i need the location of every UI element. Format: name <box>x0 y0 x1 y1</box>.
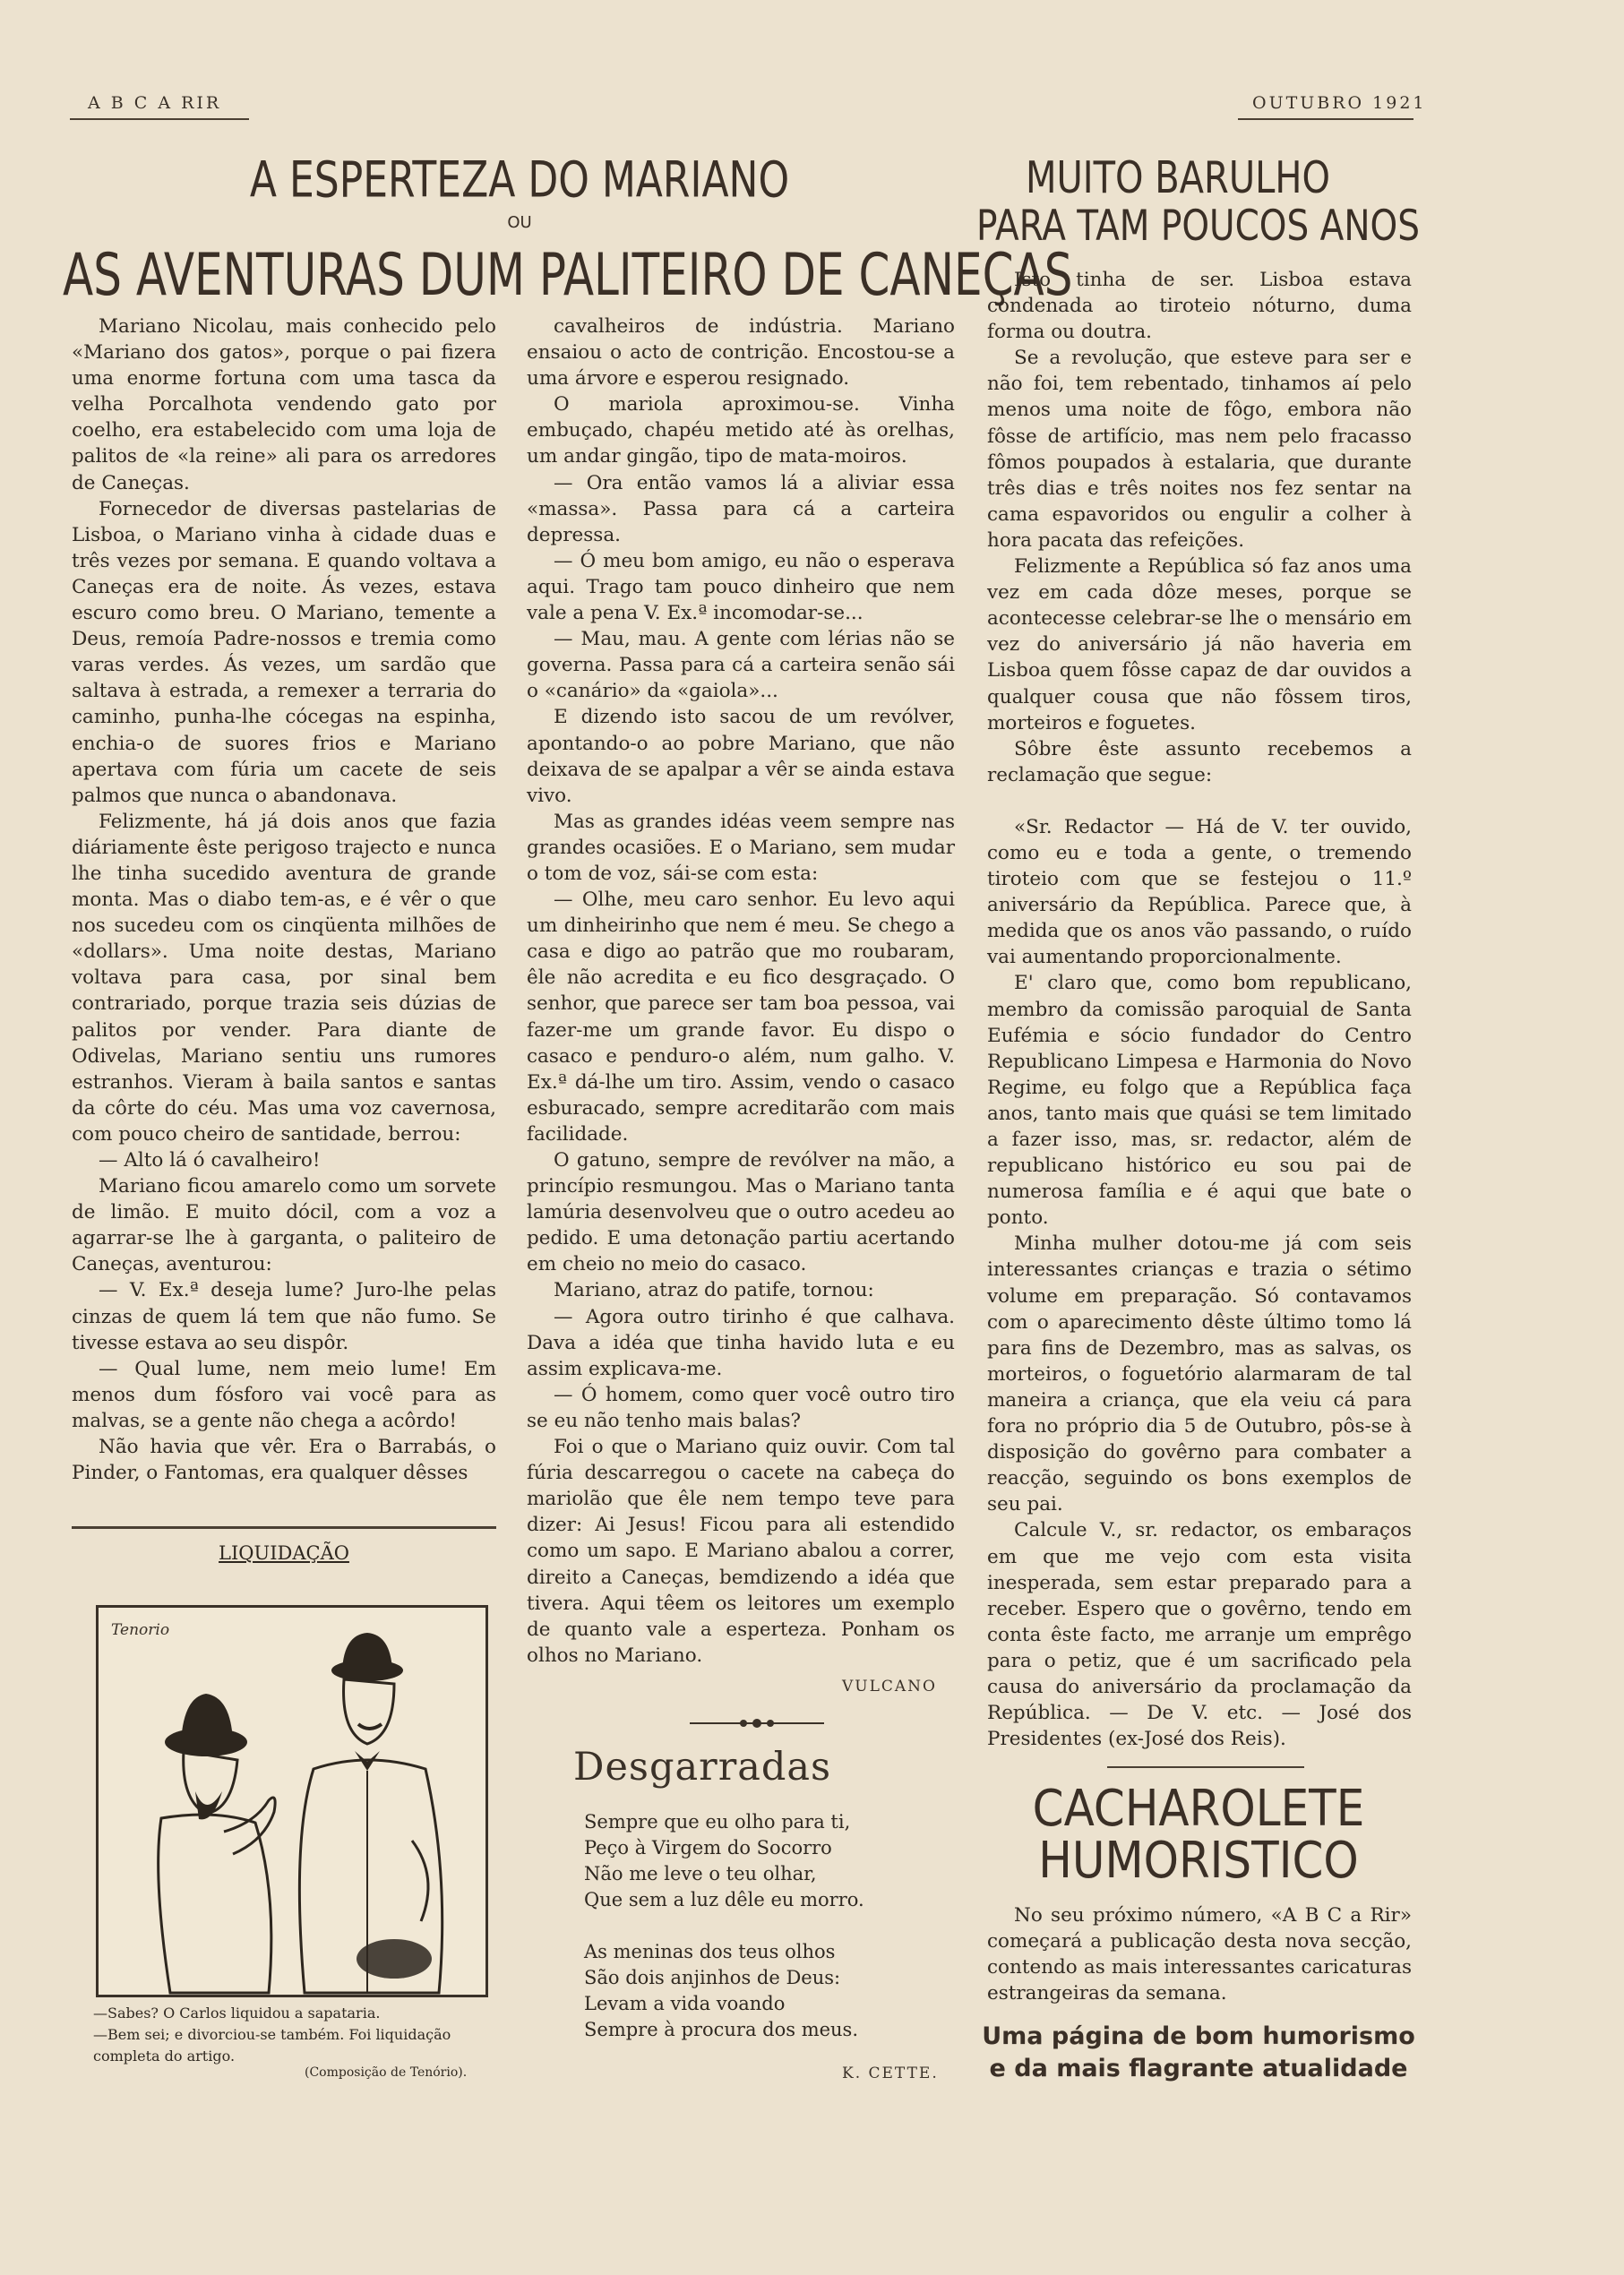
paragraph: — Ó homem, como quer você outro tiro se eu não tenho mais balas? <box>527 1383 955 1432</box>
poem-line: As meninas dos teus olhos <box>584 1941 836 1962</box>
paragraph: — Ó meu bom amigo, eu não o esperava aqui. Trago tam pouco dinheiro que nem vale a pena V. Ex.ª incomodar-se... <box>527 549 955 625</box>
poem-line: São dois anjinhos de Deus: <box>584 1967 841 1988</box>
poem-line: Sempre à procura dos meus. <box>584 2019 859 2040</box>
running-head-right: OUTUBRO 1921 <box>1252 93 1427 113</box>
poem-stanza-2 <box>584 1939 864 2043</box>
paragraph: O gatuno, sempre de revólver na mão, a princípio resmungou. Mas o Mariano tanta lamúria desenvolveu que o outro acedeu ao pedido. E uma detonação partiu acertando em cheio no meio do casaco. <box>527 1149 955 1276</box>
paragraph: Felizmente, há já dois anos que fazia diáriamente êste perigoso trajecto e nunca lhe tinha sucedido aventura de grande monta. Mas o diabo tem-as, e é vêr o que nos sucedeu com os cinqüenta milhões de «dollars». Uma noite destas, Mariano voltava para casa, por sinal bem contrariado, porque trazia seis dúzias de palitos por vender. Para diante de Odivelas, Mariano sentiu uns rumores estranhos. Vieram à baila santos e santas da côrte do céu. Mas uma voz cavernosa, com pouco cheiro de santidade, berrou: <box>72 810 496 1146</box>
poem-line: Levam a vida voando <box>584 1993 786 2014</box>
promo-line1: Uma página de bom humorismo <box>982 2022 1415 2050</box>
paragraph: — Mau, mau. A gente com lérias não se governa. Passa para cá a carteira senão sái o «canário» da «gaiola»... <box>527 628 955 703</box>
article1-title-or: OU <box>507 213 532 232</box>
paragraph: «Sr. Redactor — Há de V. ter ouvido, como eu e toda a gente, o tremendo tiroteio com que se festejou o 11.º aniversário da República. Parece que, à medida que os anos vão passando, o ruído vai aumentando proporcionalmente. <box>987 815 1412 969</box>
paragraph: Minha mulher dotou-me já com seis interessantes crianças e trazia o sétimo volume em preparação. Só contavamos com o aparecimento dêste último tomo lá para fins de Dezembro, mas as salvas, os morteiros, o foguetório alarmaram de tal maneira a criança, que ela veiu cá para fora no próprio dia 5 de Outubro, pôs-se à disposição do govêrno para combater a reacção, seguindo os bons exemplos de seu pai. <box>987 1232 1412 1516</box>
article2-title-line1: MUITO BARULHO <box>1026 152 1330 204</box>
desgarradas-signature: K. CETTE. <box>842 2065 939 2082</box>
paragraph: — V. Ex.ª deseja lume? Juro-lhe pelas cinzas de quem lá tem que não fumo. Se tivesse estava ao seu dispôr. <box>72 1279 496 1354</box>
running-head-left: A B C A RIR <box>88 93 222 113</box>
paragraph: E' claro que, como bom republicano, membro da comissão paroquial de Santa Eufémia e sócio fundador do Centro Republicano Limpesa e Harmonia do Novo Regime, eu folgo que a República faça anos, tanto mais que quási se tem limitado a fazer isso, mas, sr. redactor, além de republicano histórico eu sou pai de numerosa família e é aqui que bate o ponto. <box>987 972 1412 1230</box>
paragraph: Sôbre êste assunto recebemos a reclamação que segue: <box>987 737 1412 786</box>
header-rule-left <box>70 118 249 120</box>
section-rule <box>72 1526 496 1529</box>
paragraph: Mariano, atraz do patife, tornou: <box>554 1279 874 1302</box>
paragraph: Mas as grandes idéas veem sempre nas grandes ocasiões. E o Mariano, sem mudar o tom de voz, sái-se com esta: <box>527 810 955 885</box>
paragraph: O mariola aproximou-se. Vinha embuçado, chapéu metido até às orelhas, um andar gingão, tipo de mata-moiros. <box>527 393 955 468</box>
paragraph: — Qual lume, nem meio lume! Em menos dum fósforo vai você para as malvas, se a gente não chega a acôrdo! <box>72 1357 496 1432</box>
cartoon-caption-line2: —Bem sei; e divorciou-se também. Foi liquidação completa do artigo. <box>93 2026 451 2065</box>
paragraph: — Olhe, meu caro senhor. Eu levo aqui um dinheirinho que nem é meu. Se chego a casa e digo ao patrão que mo roubaram, êle não acredita e eu fico desgraçado. O senhor, que parece ser tam boa pessoa, vai fazer-me um grande favor. Eu dispo o casaco e penduro-o além, num galho. V. Ex.ª dá-lhe um tiro. Assim, vendo o casaco esburacado, sempre acreditarão com mais facilidade. <box>527 889 955 1146</box>
cacharolete-rule <box>1107 1766 1304 1768</box>
cartoon-image <box>96 1605 488 1997</box>
cacharolete-body: No seu próximo número, «A B C a Rir» começará a publicação desta nova secção, contendo as mais interessantes caricaturas estrangeiras da semana. <box>987 1904 1412 2005</box>
promo-line2: e da mais flagrante atualidade <box>989 2055 1408 2082</box>
paragraph: — Agora outro tirinho é que calhava. Dava a idéa que tinha havido luta e eu assim explicava-me. <box>527 1305 955 1380</box>
paragraph: Isto tinha de ser. Lisboa estava condenada ao tiroteio nóturno, duma forma ou doutra. <box>987 269 1412 344</box>
desgarradas-title: Desgarradas <box>573 1745 832 1790</box>
paragraph: — Alto lá ó cavalheiro! <box>99 1149 321 1172</box>
article2-title-line2: PARA TAM POUCOS ANOS <box>976 202 1420 251</box>
cartoon-credit: (Composição de Tenório). <box>305 2065 468 2080</box>
paragraph: — Ora então vamos lá a aliviar essa «massa». Passa para cá a carteira depressa. <box>527 471 955 546</box>
cacharolete-body-wrap <box>987 1902 1412 2006</box>
poem-line: Não me leve o teu olhar, <box>584 1863 817 1884</box>
header-rule-right <box>1238 118 1413 120</box>
cacharolete-title-line1: CACHAROLETE <box>1032 1779 1365 1838</box>
paragraph: Não havia que vêr. Era o Barrabás, o Pinder, o Fantomas, era qualquer dêsses <box>72 1436 496 1485</box>
paragraph: Felizmente a República só faz anos uma vez em cada dôze meses, porque se acontecesse celebrar-se lhe o mensário em vez do aniversário já não haveria em Lisboa quem fôsse capaz de dar ouvidos a qualquer cousa que não fôssem tiros, morteiros e foguetes. <box>987 555 1412 734</box>
article2-column <box>987 267 1412 1752</box>
cartoon-caption <box>93 2003 496 2067</box>
article1-signature: VULCANO <box>842 1678 937 1696</box>
article1-column2 <box>527 313 955 1669</box>
paragraph: Fornecedor de diversas pastelarias de Lisboa, o Mariano vinha à cidade duas e três vezes por semana. E quando voltava a Caneças era de noite. Ás vezes, estava escuro como breu. O Mariano, temente a Deus, remoía Padre-nossos e tremia como varas verdes. Ás vezes, um sardão que saltava à estrada, a remexer a terraria do caminho, punha-lhe cócegas na espinha, enchia-o de suores frios e Mariano apertava com fúria um cacete de seis palmos que nunca o abandonava. <box>72 497 496 807</box>
paragraph: Foi o que o Mariano quiz ouvir. Com tal fúria descarregou o cacete na cabeça do mariolão que êle nem tempo teve para dizer: Ai Jesus! Ficou para ali estendido como um sapo. E Mariano abalou a correr, direito a Caneças, bemdizendo a idéa que tivera. Aqui têem os leitores um exemplo de quanto vale a esperteza. Ponham os olhos no Mariano. <box>527 1436 955 1667</box>
cacharolete-promo <box>976 2021 1421 2085</box>
paragraph: Mariano Nicolau, mais conhecido pelo «Mariano dos gatos», porque o pai fizera uma enorme fortuna com uma tasca da velha Porcalhota vendendo gato por coelho, era estabelecido com uma loja de palitos de «la reine» ali para os arredores de Caneças. <box>72 315 496 494</box>
cartoon-drawing <box>99 1608 485 1995</box>
cartoon-artist-signature: Tenorio <box>111 1621 170 1639</box>
ornament-divider <box>690 1716 824 1730</box>
paragraph: Se a revolução, que esteve para ser e não foi, tem rebentado, tinhamos aí pelo menos uma noite de fôgo, embora não fôsse de artifício, mas nem pelo fracasso fômos poupados à estalaria, que durante três dias e três noites nos fez sentar na cama espavoridos ou engulir a colher à hora pacata das refeições. <box>987 347 1412 552</box>
paragraph: Calcule V., sr. redactor, os embaraços em que me vejo com esta visita inesperada, sem estar preparado para a receber. Espero que o govêrno, tendo em conta êste facto, me arranje um emprêgo para o petiz, que é um sacrificado pela causa do aniversário da proclamação da República. — De V. etc. — José dos Presidentes (ex-José dos Reis). <box>987 1519 1412 1751</box>
article1-title-line1: A ESPERTEZA DO MARIANO <box>249 151 790 210</box>
poem-stanza-1 <box>584 1809 864 1913</box>
cacharolete-title-line2: HUMORISTICO <box>1038 1831 1359 1890</box>
article1-column1 <box>72 313 496 1486</box>
paragraph: E dizendo isto sacou de um revólver, apontando-o ao pobre Mariano, que não deixava de se apalpar a vêr se ainda estava vivo. <box>527 706 955 807</box>
poem-line: Peço à Virgem do Socorro <box>584 1837 832 1859</box>
poem-line: Que sem a luz dêle eu morro. <box>584 1889 864 1910</box>
poem-line: Sempre que eu olho para ti, <box>584 1811 851 1833</box>
desgarradas-poem <box>584 1809 864 2069</box>
cartoon-title: LIQUIDAÇÃO <box>219 1542 349 1564</box>
article1-title-line2: AS AVENTURAS DUM PALITEIRO DE CANEÇAS <box>63 241 1073 309</box>
paragraph: Mariano ficou amarelo como um sorvete de limão. E muito dócil, com a voz a agarrar-se lhe à garganta, o paliteiro de Caneças, aventurou: <box>72 1175 496 1276</box>
cartoon-caption-line1: —Sabes? O Carlos liquidou a sapataria. <box>93 2005 381 2022</box>
paragraph: cavalheiros de indústria. Mariano ensaiou o acto de contrição. Encostou-se a uma árvore e esperou resignado. <box>527 315 955 391</box>
